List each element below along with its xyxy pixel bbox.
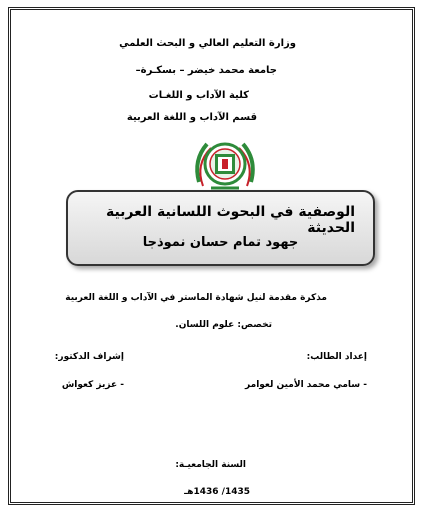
document-page	[8, 7, 415, 505]
academic-year-value: 1435/ 1436هـ	[184, 487, 250, 497]
logo-emblem-icon	[197, 144, 253, 188]
university-line: جامعة محمد خيضر – بسكـرة–	[135, 65, 277, 76]
university-logo	[189, 130, 261, 194]
academic-year-label: السنة الجامعيـة:	[175, 460, 246, 470]
supervisor-label: إشراف الدكتور:	[54, 352, 124, 362]
memo-purpose: مذكرة مقدمة لنيل شهادة الماستر في الآداب و اللغة العربية	[65, 293, 327, 303]
title-box	[66, 190, 375, 266]
student-name: - سامي محمد الأمين لعوامر	[245, 380, 367, 390]
faculty-line: كلية الآداب و اللغـات	[148, 90, 249, 101]
ministry-line: وزارة التعليم العالي و البحث العلمي	[119, 38, 296, 49]
student-label: إعداد الطالب:	[306, 352, 367, 362]
thesis-title: الوصفية في البحوث اللسانية العربية الحديثة	[105, 204, 355, 236]
supervisor-name: - عزيز كعواش	[61, 380, 124, 390]
department-line: قسم الآداب و اللغة العربية	[126, 112, 257, 123]
specialty-line: تخصص: علوم اللسان.	[175, 320, 272, 330]
thesis-subtitle: جهود تمام حسان نموذجا	[142, 235, 299, 250]
